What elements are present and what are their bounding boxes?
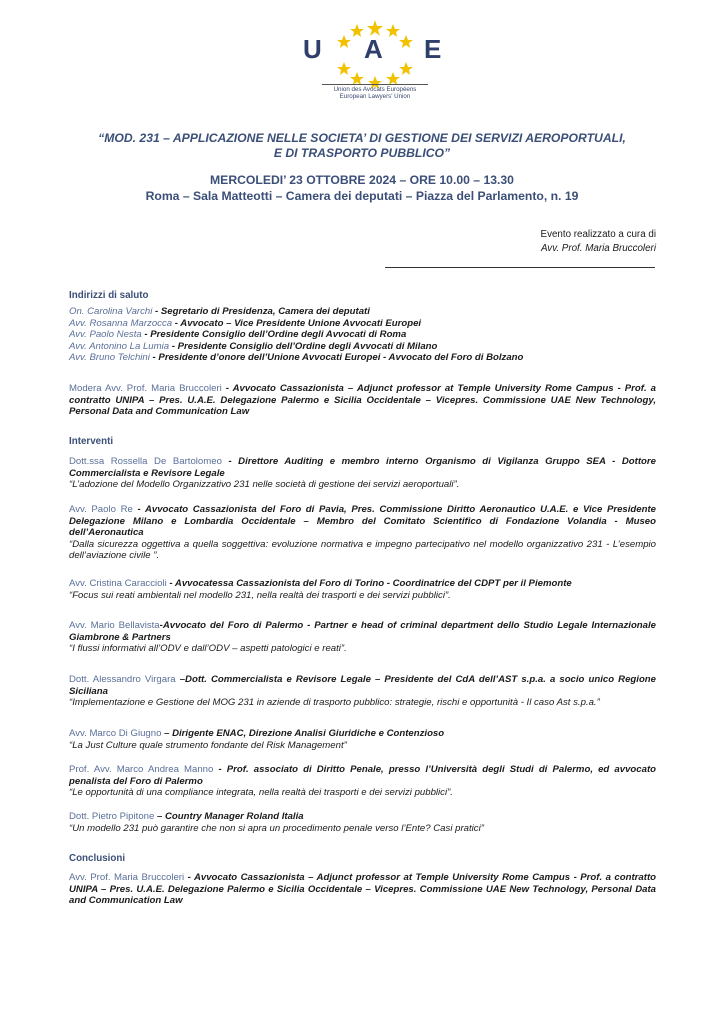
moderator-block: Modera Avv. Prof. Maria Bruccoleri - Avvocato Cassazionista – Adjunct professor at Temple University Rome Campus - Prof. a contratto UNIPA – Pres. U.A.E. Delegazione Palermo e Sicilia Occidentale – Vicepres. Commissione UAE New Technology, Personal Data and Communication Law	[69, 383, 656, 417]
event-date-venue: MERCOLEDI’ 23 OTTOBRE 2024 – ORE 10.00 – 13.30 Roma – Sala Matteotti – Camera dei deputati – Piazza del Parlamento, n. 19	[145, 173, 579, 203]
speaker-item: Avv. Mario Bellavista-Avvocato del Foro di Palermo - Partner e head of criminal department dello Studio Legale Internazionale Giambrone & Partners “I flussi informativi all’ODV e dall’ODV – aspetti patologici e reati”.	[69, 620, 657, 654]
saluto-item: On. Carolina Varchi - Segretario di Presidenza, Camera dei deputati	[69, 306, 370, 317]
saluto-item: Avv. Antonino La Lumia - Presidente Consiglio dell’Ordine degli Avvocati di Milano	[69, 340, 438, 352]
curated-by: Evento realizzato a cura di Avv. Prof. Maria Bruccoleri	[540, 229, 656, 254]
speaker-item: Dott.ssa Rossella De Bartolomeo - Direttore Auditing e membro interno Organismo di Vigilanza Gruppo SEA - Dottore Commercialista e Revisore Legale “L’adozione del Modello Organizzativo 231 nelle società di gestione dei servizi aeroportuali”.	[69, 456, 656, 490]
logo-letter-u: U	[303, 34, 322, 64]
speaker-item: Dott. Alessandro Virgara –Dott. Commercialista e Revisore Legale – Presidente del CdA dell’AST s.p.a. a socio unico Regione Siciliana “Implementazione e Gestione del MOG 231 in aziende di trasporto pubblico: strategie, rischi e opportunità - Il caso Ast s.p.a.”	[69, 674, 657, 708]
saluti-list	[69, 306, 656, 364]
saluto-item: Avv. Bruno Telchini - Presidente d’onore dell’Unione Avvocati Europei - Avvocato del Foro di Bolzano	[69, 352, 524, 363]
event-title: “MOD. 231 – APPLICAZIONE NELLE SOCIETA’ DI GESTIONE DEI SERVIZI AEROPORTUALI, E DI TRASPORTO PUBBLICO”	[98, 131, 626, 160]
speaker-item: Avv. Paolo Re - Avvocato Cassazionista del Foro di Pavia, Pres. Commissione Diritto Aeronautico U.A.E. e Vice Presidente Delegazione Milano e Lombardia Occidentale – Membro del Comitato Scientifico di Fondazione Volandia - Museo dell’Aeronautica “Dalla sicurezza oggettiva a quella soggettiva: evoluzione normativa e impegno partecipativo nel modello organizzativo 231 - L’esempio dell’aviazione civile ”.	[69, 504, 657, 561]
speaker-item: Avv. Marco Di Giugno – Dirigente ENAC, Direzione Analisi Giuridiche e Contenzioso “La Just Culture quale strumento fondante del Risk Management”	[69, 728, 445, 751]
conclusion-block: Avv. Prof. Maria Bruccoleri - Avvocato Cassazionista – Adjunct professor at Temple University Rome Campus - Prof. a contratto UNIPA – Pres. U.A.E. Delegazione Palermo e Sicilia Occidentale – Vicepres. Commissione UAE New Technology, Personal Data and Communication Law	[69, 872, 656, 906]
logo-letter-a: A	[364, 34, 383, 64]
speaker-item: Avv. Cristina Caraccioli - Avvocatessa Cassazionista del Foro di Torino - Coordinatrice del CDPT per il Piemonte “Focus sui reati ambientali nel modello 231, nella realtà dei trasporti e dei servizi pubblici”.	[69, 578, 572, 601]
logo-letter-e: E	[424, 34, 442, 64]
section-conclusioni-heading: Conclusioni	[69, 853, 126, 864]
logo-rule	[322, 84, 428, 85]
saluto-item: Avv. Paolo Nesta - Presidente Consiglio dell’Ordine degli Avvocati di Roma	[69, 329, 407, 340]
section-saluti-heading: Indirizzi di saluto	[69, 290, 149, 301]
logo-letters	[300, 34, 450, 64]
speaker-item: Dott. Pietro Pipitone – Country Manager Roland Italia “Un modello 231 può garantire che non si apra un procedimento penale verso l’Ente? Casi pratici”	[69, 811, 484, 834]
section-interventi-heading: Interventi	[69, 436, 114, 447]
speaker-item: Prof. Avv. Marco Andrea Manno - Prof. associato di Diritto Penale, presso l’Università degli Studi di Palermo, ed avvocato penalista del Foro di Palermo “Le opportunità di una compliance integrata, nella realtà dei trasporti e dei servizi pubblici”.	[69, 764, 656, 798]
signature-line	[385, 267, 655, 268]
saluto-item: Avv. Rosanna Marzocca - Avvocato – Vice Presidente Unione Avvocati Europei	[69, 317, 422, 329]
logo-subtitle: Union des Avocats Européens European Lawyers' Union	[333, 86, 417, 100]
